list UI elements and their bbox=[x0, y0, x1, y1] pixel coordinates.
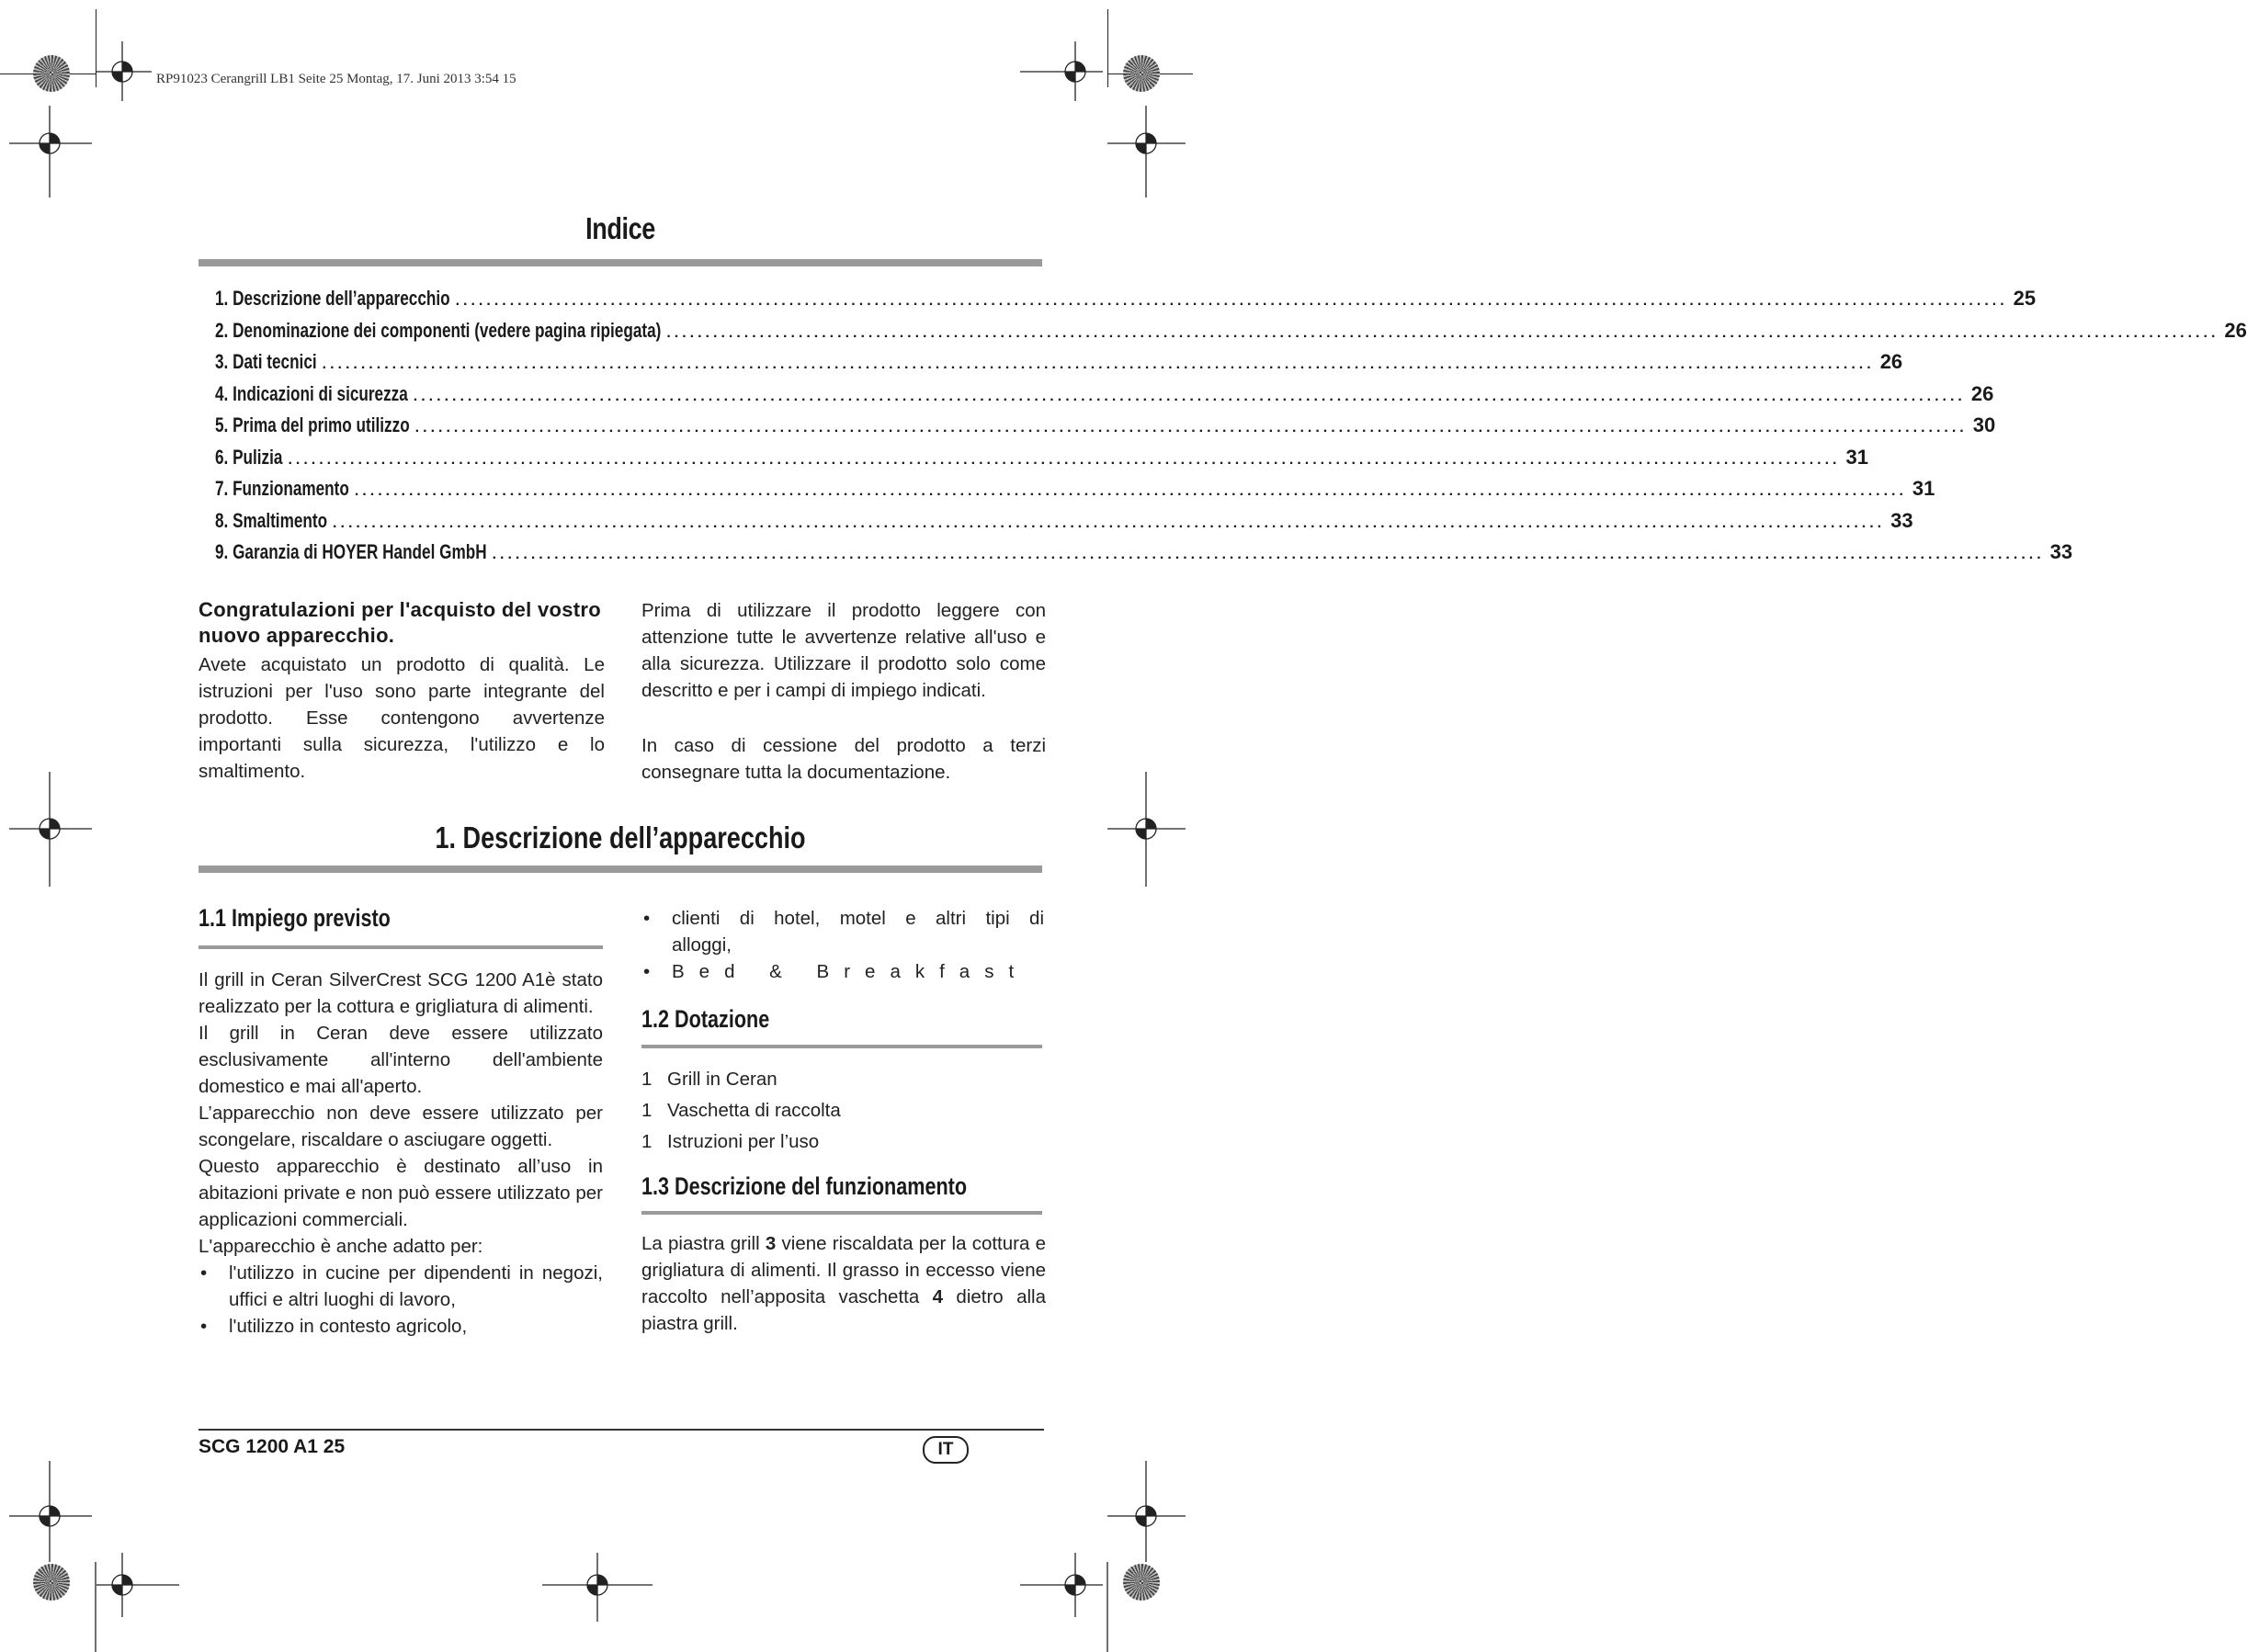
part-number-4: 4 bbox=[932, 1286, 944, 1307]
section-1-title: 1. Descrizione dell’apparecchio bbox=[435, 820, 806, 854]
item-qty: 1 bbox=[641, 1131, 653, 1152]
function-text-1: La piastra grill bbox=[641, 1233, 766, 1254]
intro-left-text: Avete acquistato un prodotto di qualità. Le istruzioni per l'uso sono parte integrante del prodotto. Esse contengono avvertenze importanti sulla sicurezza, l'utilizzo e lo smaltimento. bbox=[199, 654, 605, 782]
section-1-1-body bbox=[199, 967, 603, 1340]
toc-entry bbox=[215, 445, 1868, 478]
section-1-rule bbox=[199, 866, 1042, 873]
list-item: • Bed & Breakfast bbox=[641, 958, 1044, 985]
toc-leader-dots: ........................................................................................................................................................................................................ bbox=[354, 483, 1907, 499]
part-number-3: 3 bbox=[765, 1233, 777, 1254]
function-text-2: viene riscaldata per la cottura e grigliatura di alimenti. Il grasso in eccesso viene raccolto nell’apposita vaschetta bbox=[641, 1233, 1047, 1307]
item-qty: 1 bbox=[641, 1100, 653, 1121]
toc-entry-label: 9. Garanzia di HOYER Handel GmbH bbox=[215, 540, 487, 563]
section-1-3-rule bbox=[641, 1211, 1042, 1215]
language-badge: IT bbox=[923, 1436, 969, 1464]
usage-paragraph-2: Il grill in Ceran deve essere utilizzato esclusivamente all'interno dell'ambiente domestico e mai all'aperto. bbox=[199, 1023, 603, 1097]
toc-leader-dots: ........................................................................................................................................................................................................ bbox=[414, 420, 1968, 436]
section-1-1-continued bbox=[641, 905, 1044, 985]
toc-entry-label: 8. Smaltimento bbox=[215, 508, 328, 532]
list-item: • l'utilizzo in cucine per dipendenti in negozi, uffici e altri luoghi di lavoro, bbox=[199, 1260, 603, 1313]
usage-paragraph-4: Questo apparecchio è destinato all’uso in abitazioni private e non può essere utilizzato per applicazioni commerciali. bbox=[199, 1156, 603, 1230]
item-name: Grill in Ceran bbox=[667, 1069, 777, 1090]
toc-entry-label: 5. Prima del primo utilizzo bbox=[215, 413, 410, 436]
item-name: Vaschetta di raccolta bbox=[667, 1100, 841, 1121]
toc-leader-dots: ........................................................................................................................................................................................................ bbox=[322, 356, 1875, 372]
toc-entry bbox=[215, 540, 2073, 572]
toc-entry-label: 4. Indicazioni di sicurezza bbox=[215, 381, 408, 405]
toc-entry-label: 2. Denominazione dei componenti (vedere pagina ripiegata) bbox=[215, 318, 662, 342]
section-1-2-heading: 1.2 Dotazione bbox=[641, 1005, 770, 1033]
list-item: • l'utilizzo in contesto agricolo, bbox=[199, 1313, 603, 1340]
item-name: Istruzioni per l’uso bbox=[667, 1131, 820, 1152]
toc-entry-page: 31 bbox=[1912, 477, 1935, 500]
toc-entry bbox=[215, 318, 2247, 351]
toc-entry-label: 6. Pulizia bbox=[215, 445, 283, 469]
table-of-contents bbox=[215, 287, 2247, 572]
toc-entry bbox=[215, 413, 1996, 446]
toc-leader-dots: ........................................................................................................................................................................................................ bbox=[333, 515, 1886, 531]
section-1-1-rule bbox=[199, 945, 603, 949]
toc-entry-page: 26 bbox=[1879, 350, 1903, 373]
toc-entry-page: 25 bbox=[2013, 287, 2037, 310]
toc-entry-page: 26 bbox=[2224, 318, 2247, 342]
toc-leader-dots: ........................................................................................................................................................................................................ bbox=[413, 388, 1966, 404]
usage-bullet-list bbox=[199, 1260, 603, 1340]
toc-entry bbox=[215, 350, 1903, 382]
section-1-1-heading: 1.1 Impiego previsto bbox=[199, 904, 391, 932]
toc-entry bbox=[215, 287, 2037, 319]
footer-rule bbox=[199, 1429, 1044, 1431]
usage-paragraph-3: L’apparecchio non deve essere utilizzato per scongelare, riscaldare o asciugare oggetti. bbox=[199, 1103, 603, 1150]
toc-leader-dots: ........................................................................................................................................................................................................ bbox=[666, 324, 2219, 341]
toc-entry bbox=[215, 381, 1994, 414]
toc-entry-label: 3. Dati tecnici bbox=[215, 350, 317, 373]
function-text-3: dietro alla piastra grill. bbox=[641, 1286, 1046, 1334]
list-item bbox=[641, 1095, 1046, 1126]
toc-title: Indice bbox=[585, 211, 655, 245]
list-item bbox=[641, 1064, 1046, 1095]
function-description bbox=[641, 1230, 1046, 1337]
list-item bbox=[641, 1126, 1046, 1158]
list-item: • clienti di hotel, motel e altri tipi di alloggi, bbox=[641, 905, 1044, 958]
toc-entry-page: 31 bbox=[1845, 445, 1868, 469]
toc-entry bbox=[215, 477, 1935, 509]
toc-entry-page: 33 bbox=[2049, 540, 2073, 563]
intro-heading: Congratulazioni per l'acquisto del vostro nuovo apparecchio. bbox=[199, 598, 602, 647]
toc-entry-page: 33 bbox=[1890, 508, 1913, 532]
intro-right-text-1: Prima di utilizzare il prodotto leggere con attenzione tutte le avvertenze relative all'uso e alla sicurezza. Utilizzare il prodotto solo come descritto e per i campi di impiego indicati. bbox=[641, 600, 1046, 701]
item-qty: 1 bbox=[641, 1069, 653, 1090]
usage-paragraph-5: L'apparecchio è anche adatto per: bbox=[199, 1236, 483, 1257]
toc-leader-dots: ........................................................................................................................................................................................................ bbox=[492, 547, 2045, 562]
footer-model-page: SCG 1200 A1 25 bbox=[199, 1436, 346, 1457]
usage-bullet-list-continued bbox=[641, 905, 1044, 985]
usage-paragraph-1: Il grill in Ceran SilverCrest SCG 1200 A1è stato realizzato per la cottura e grigliatura di alimenti. bbox=[199, 969, 603, 1017]
toc-entry-page: 30 bbox=[1972, 413, 1996, 436]
intro-right-text-2: In caso di cessione del prodotto a terzi consegnare tutta la documentazione. bbox=[641, 735, 1046, 783]
toc-title-rule bbox=[199, 259, 1042, 266]
equipment-list bbox=[641, 1064, 1046, 1158]
toc-leader-dots: ........................................................................................................................................................................................................ bbox=[455, 293, 2008, 309]
toc-entry-label: 1. Descrizione dell’apparecchio bbox=[215, 287, 450, 310]
section-1-3-heading: 1.3 Descrizione del funzionamento bbox=[641, 1172, 968, 1200]
toc-entry bbox=[215, 508, 1913, 541]
toc-leader-dots: ........................................................................................................................................................................................................ bbox=[288, 451, 1841, 468]
section-1-2-rule bbox=[641, 1045, 1042, 1048]
print-header: RP91023 Cerangrill LB1 Seite 25 Montag, 17. Juni 2013 3:54 15 bbox=[156, 72, 516, 86]
toc-entry-label: 7. Funzionamento bbox=[215, 477, 349, 500]
toc-entry-page: 26 bbox=[1970, 381, 1994, 405]
